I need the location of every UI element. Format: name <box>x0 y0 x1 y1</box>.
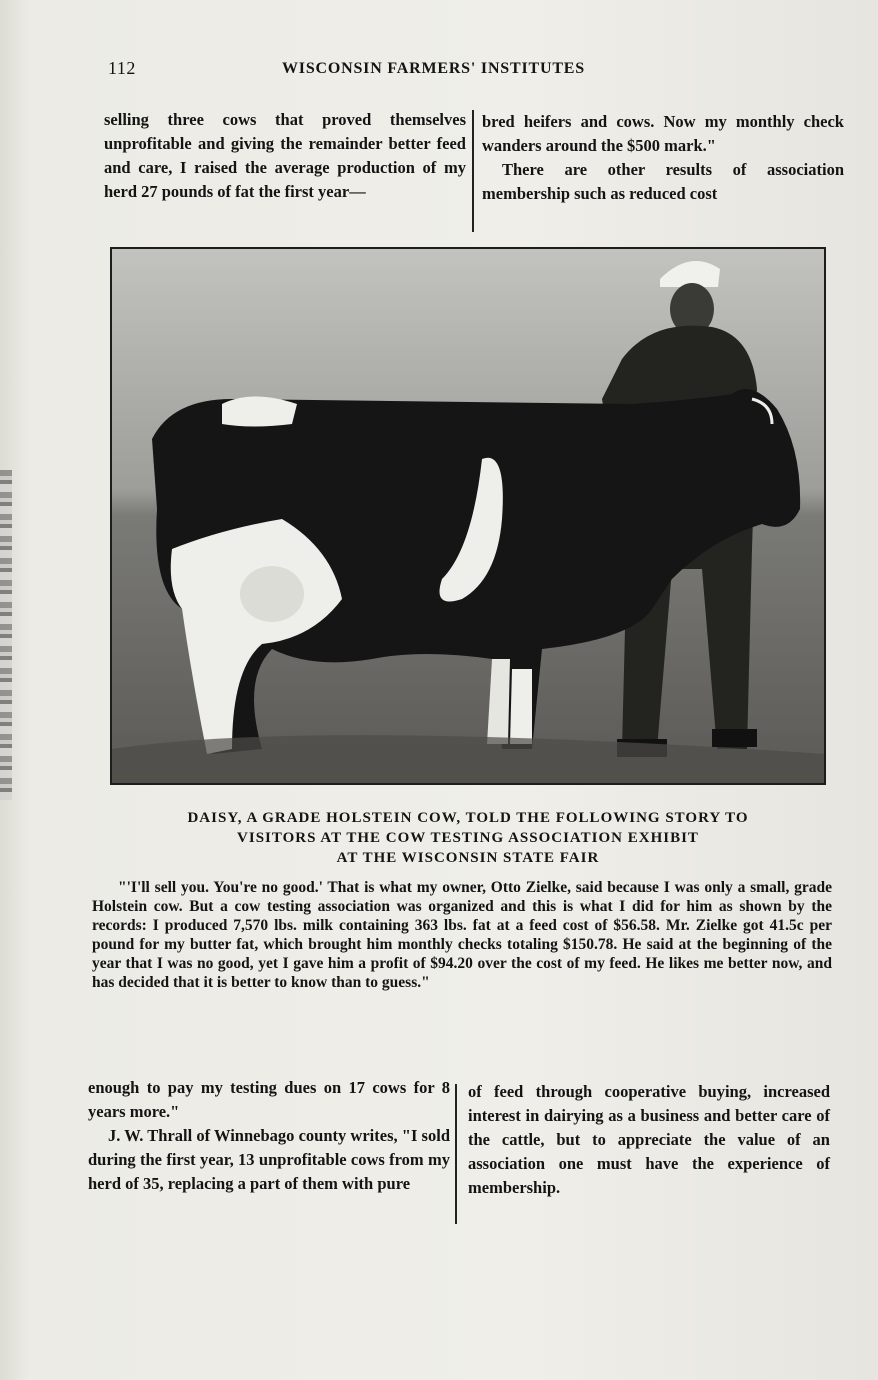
running-title: WISCONSIN FARMERS' INSTITUTES <box>282 60 585 77</box>
boot <box>712 729 757 747</box>
cow-patch <box>222 397 297 427</box>
paragraph: enough to pay my testing dues on 17 cows for 8 years more." <box>88 1078 450 1121</box>
binding-edge <box>0 470 12 800</box>
column-divider <box>455 1084 457 1224</box>
paragraph: There are other results of association membership such as reduced cost <box>482 160 844 203</box>
paragraph: J. W. Thrall of Winnebago county writes, "I sold during the first year, 13 unprofitable cows from my herd of 35, replacing a part of them with pure <box>88 1126 450 1193</box>
caption-line: AT THE WISCONSIN STATE FAIR <box>336 850 600 866</box>
paragraph: of feed through cooperative buying, increased interest in dairying as a business and better care of the cattle, but to appreciate the value of an association one must have the experience of membership. <box>468 1082 830 1197</box>
page-number: 112 <box>108 58 136 78</box>
cow-foreleg <box>510 669 532 744</box>
top-right-column <box>482 110 844 206</box>
top-left-column <box>104 108 466 204</box>
paragraph: bred heifers and cows. Now my monthly check wanders around the $500 mark." <box>482 112 844 155</box>
caption-line: VISITORS AT THE COW TESTING ASSOCIATION EXHIBIT <box>237 830 699 846</box>
column-divider <box>472 110 474 232</box>
bottom-right-column <box>468 1080 830 1200</box>
caption-line: DAISY, A GRADE HOLSTEIN COW, TOLD THE FOLLOWING STORY TO <box>187 810 749 826</box>
cow-photograph <box>110 247 826 785</box>
bottom-left-column <box>88 1076 450 1196</box>
paragraph: selling three cows that proved themselves unprofitable and giving the remainder better feed and care, I raised the average production of my herd 27 pounds of fat the first year— <box>104 110 466 201</box>
udder <box>240 566 304 622</box>
photo-caption <box>96 808 840 868</box>
cow-quote: "'I'll sell you. You're no good.' That is what my owner, Otto Zielke, said because I was only a small, grade Holstein cow. But a cow testing association was organized and this is what I did for him as shown by the records: I produced 7,570 lbs. milk containing 363 lbs. fat at a feed cost of $56.58. Mr. Zielke got 41.5c per pound for my butter fat, which brought him monthly checks totaling $150.78. He said at the beginning of the year that I was no good, yet I gave him a profit of $94.20 over the cost of my feed. He likes me better now, and has decided that it is better to know than to guess." <box>92 879 832 991</box>
cow-photo-illustration <box>112 249 824 783</box>
